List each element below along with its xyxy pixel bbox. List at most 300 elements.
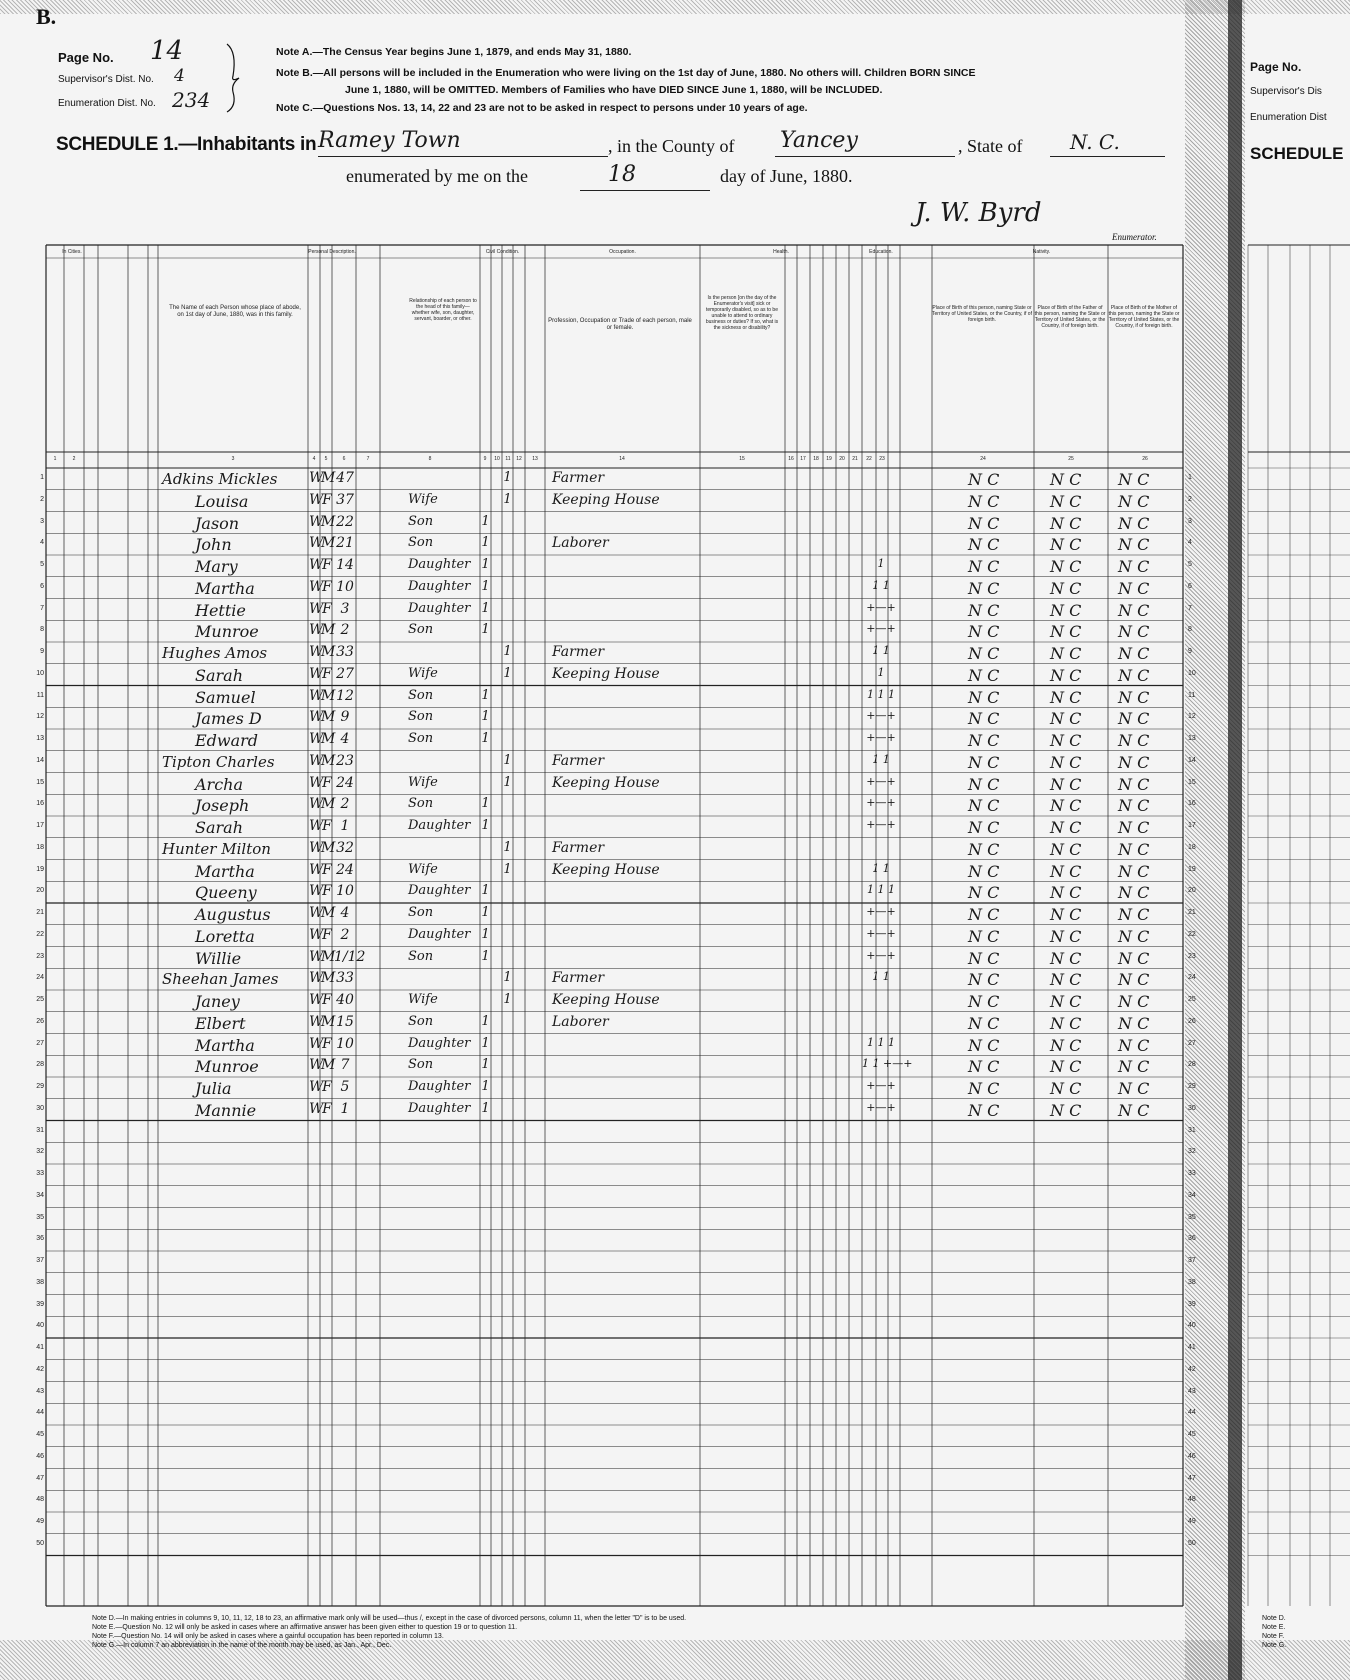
color-cell: W <box>309 818 324 834</box>
age-cell: 4 <box>340 731 350 747</box>
person-name: John <box>195 535 232 555</box>
person-name: Sarah <box>195 665 243 685</box>
birthplace-mother: N C <box>1118 1079 1150 1098</box>
line-number: 14 <box>36 756 44 764</box>
age-cell: 4 <box>340 905 350 921</box>
age-cell: 2 <box>340 796 350 813</box>
line-number: 7 <box>40 604 44 612</box>
column-number: 10 <box>494 456 500 462</box>
age-cell: 21 <box>336 535 354 552</box>
sex-cell: F <box>322 1079 332 1095</box>
color-cell: W <box>309 992 324 1008</box>
line-number: 18 <box>36 843 44 851</box>
birthplace-father: N C <box>1050 665 1082 685</box>
column-number: 3 <box>231 456 235 462</box>
line-number-right: 34 <box>1188 1191 1196 1199</box>
birthplace-person: N C <box>968 731 1000 750</box>
line-number: 24 <box>36 974 44 982</box>
color-cell: W <box>309 470 324 486</box>
line-number: 25 <box>36 996 44 1003</box>
note-c: Note C.—Questions Nos. 13, 14, 22 and 23 are not to be asked in respect to persons under 10 years of age. <box>276 102 808 114</box>
age-cell: 5 <box>340 1079 350 1095</box>
birthplace-person: N C <box>968 578 1000 598</box>
married-cell: 1 <box>503 839 512 855</box>
column-number: 4 <box>312 456 316 462</box>
line-number: 23 <box>36 952 44 960</box>
color-cell: W <box>309 926 324 943</box>
column-number: 2 <box>72 456 76 462</box>
county-value: Yancey <box>780 128 858 153</box>
color-cell: W <box>309 578 324 595</box>
education-cell: +—+ <box>866 600 896 614</box>
single-cell: 1 <box>481 926 490 942</box>
birthplace-person: N C <box>968 818 1000 837</box>
birthplace-father: N C <box>1050 491 1082 511</box>
birthplace-mother: N C <box>1118 861 1150 881</box>
line-number: 39 <box>36 1300 44 1308</box>
right-footer-notes <box>1262 1614 1286 1650</box>
relationship-cell: Daughter <box>408 883 471 899</box>
note-e: Note E.—Question No. 12 will only be asked in cases where an affirmative answer has been given either to question 19 or to question 11. <box>92 1624 518 1631</box>
sex-cell: M <box>321 687 336 704</box>
person-name: Elbert <box>195 1013 246 1033</box>
sex-cell: M <box>321 470 336 486</box>
birthplace-father: N C <box>1050 1035 1082 1055</box>
birthplace-person: N C <box>968 687 1000 707</box>
color-cell: W <box>309 622 324 639</box>
person-name: Loretta <box>195 926 255 946</box>
line-number-right: 27 <box>1188 1039 1196 1047</box>
line-number-right: 4 <box>1188 539 1192 547</box>
line-number: 17 <box>36 822 44 829</box>
birthplace-father: N C <box>1050 818 1082 837</box>
occupation-cell: Farmer <box>552 470 605 486</box>
color-cell: W <box>309 557 324 573</box>
line-number: 20 <box>36 887 44 895</box>
line-number: 8 <box>40 626 44 634</box>
married-cell: 1 <box>503 470 512 485</box>
note-b: Note B.—All persons will be included in the Enumeration who were living on the 1st day of June, 1880. No others will. Children BORN SINCE <box>276 67 976 79</box>
person-name: Tipton Charles <box>162 752 275 771</box>
birthplace-person: N C <box>968 644 1000 663</box>
line-number-right: 37 <box>1188 1257 1196 1264</box>
line-number: 26 <box>36 1017 44 1025</box>
line-number-right: 11 <box>1188 691 1196 699</box>
line-number-right: 48 <box>1188 1496 1196 1504</box>
relationship-cell: Daughter <box>408 557 471 572</box>
right-schedule-label: SCHEDULE <box>1250 144 1344 163</box>
education-cell: +—+ <box>866 774 896 788</box>
column-number: 11 <box>505 456 511 462</box>
line-number-right: 5 <box>1188 561 1192 568</box>
page-no-value: 14 <box>150 36 184 66</box>
age-cell: 24 <box>336 774 354 791</box>
birthplace-person: N C <box>968 665 1000 685</box>
age-cell: 10 <box>336 578 354 595</box>
education-cell: 1 <box>877 665 885 679</box>
color-cell: W <box>309 491 324 508</box>
line-number: 27 <box>36 1039 44 1047</box>
line-number-right: 46 <box>1188 1452 1196 1460</box>
age-cell: 23 <box>336 752 354 769</box>
birthplace-mother: N C <box>1118 1035 1150 1055</box>
line-number: 5 <box>40 561 44 568</box>
birthplace-mother: N C <box>1118 839 1150 859</box>
color-cell: W <box>309 752 324 769</box>
birthplace-father: N C <box>1050 687 1082 707</box>
line-number-right: 8 <box>1188 626 1192 634</box>
header-health: Is the person [on the day of the Enumerator's visit] sick or temporarily disabled, so as to be unable to attend to ordinary business or duties? If so, what is the sickness or disability? <box>705 295 779 331</box>
single-cell: 1 <box>481 948 490 964</box>
sex-cell: M <box>321 905 336 921</box>
line-number: 10 <box>36 669 44 677</box>
right-enumeration-label: Enumeration Dist <box>1250 112 1327 123</box>
supervisor-label: Supervisor's Dist. No. <box>58 74 154 85</box>
enumerator-signature: J. W. Byrd <box>915 198 1042 228</box>
birthplace-person: N C <box>968 992 1000 1011</box>
enumerator-label: Enumerator. <box>1112 232 1157 242</box>
right-page-no-label: Page No. <box>1250 60 1302 74</box>
line-number-right: 44 <box>1188 1409 1196 1417</box>
color-cell: W <box>309 861 324 878</box>
sex-cell: F <box>322 600 332 617</box>
birthplace-father: N C <box>1050 905 1082 924</box>
birthplace-father: N C <box>1050 1013 1082 1033</box>
person-name: Martha <box>195 1035 255 1055</box>
column-number: 17 <box>800 456 806 462</box>
education-cell: +—+ <box>866 818 896 831</box>
column-number: 12 <box>516 456 522 462</box>
line-number-right: 24 <box>1188 974 1196 982</box>
birthplace-father: N C <box>1050 1057 1082 1077</box>
column-number: 25 <box>1068 456 1074 462</box>
birthplace-mother: N C <box>1118 535 1150 555</box>
birthplace-mother: N C <box>1118 926 1150 946</box>
education-cell: 1 1 1 <box>867 1035 895 1049</box>
state-label: , State of <box>958 136 1023 156</box>
birthplace-father: N C <box>1050 731 1082 750</box>
person-name: Louisa <box>195 491 249 511</box>
color-cell: W <box>309 883 324 900</box>
age-cell: 7 <box>340 1057 350 1074</box>
line-number-right: 12 <box>1188 713 1196 721</box>
header-birth-father: Place of Birth of the Father of this person, naming the State or Territory of United States, or the Country, if of foreign birth. <box>1034 305 1106 329</box>
sex-cell: M <box>321 644 336 660</box>
column-number: 8 <box>428 456 432 462</box>
line-number-right: 26 <box>1188 1017 1196 1025</box>
column-number: 20 <box>839 456 845 462</box>
birthplace-person: N C <box>968 535 1000 555</box>
sex-cell: F <box>322 992 332 1008</box>
relationship-cell: Son <box>408 709 434 725</box>
column-group-occupation: Occupation. <box>609 249 636 255</box>
birthplace-father: N C <box>1050 578 1082 598</box>
birthplace-mother: N C <box>1118 1013 1150 1033</box>
education-cell: 1 1 <box>872 970 890 984</box>
right-note-g: Note G. <box>1262 1642 1287 1649</box>
note-a: Note A.—The Census Year begins June 1, 1879, and ends May 31, 1880. <box>276 46 632 58</box>
married-cell: 1 <box>503 774 512 790</box>
birthplace-father: N C <box>1050 948 1082 968</box>
column-group-in-cities: In Cities. <box>62 249 82 255</box>
color-cell: W <box>309 970 324 987</box>
line-number: 48 <box>36 1496 44 1504</box>
color-cell: W <box>309 731 324 747</box>
column-number: 16 <box>788 456 794 462</box>
enumerated-label: enumerated by me on the <box>346 166 528 186</box>
color-cell: W <box>309 687 324 704</box>
birthplace-father: N C <box>1050 839 1082 859</box>
sex-cell: M <box>321 1013 336 1030</box>
single-cell: 1 <box>481 622 490 638</box>
sex-cell: M <box>321 731 336 747</box>
education-cell: 1 1 +—+ <box>862 1057 913 1071</box>
sex-cell: M <box>321 535 336 552</box>
married-cell: 1 <box>503 992 512 1007</box>
birthplace-mother: N C <box>1118 622 1150 642</box>
married-cell: 1 <box>503 491 512 507</box>
line-number-right: 50 <box>1188 1539 1196 1547</box>
column-number: 22 <box>866 456 872 462</box>
birthplace-mother: N C <box>1118 665 1150 685</box>
relationship-cell: Son <box>408 796 434 812</box>
age-cell: 47 <box>336 470 354 486</box>
age-cell: 22 <box>336 513 354 530</box>
right-supervisor-label: Supervisor's Dis <box>1250 86 1322 97</box>
birthplace-person: N C <box>968 926 1000 946</box>
line-number-right: 28 <box>1188 1061 1196 1069</box>
person-name: Munroe <box>195 622 259 642</box>
birthplace-person: N C <box>968 774 1000 794</box>
line-number-right: 40 <box>1188 1322 1196 1330</box>
single-cell: 1 <box>481 578 490 594</box>
line-number-right: 18 <box>1188 843 1196 851</box>
birthplace-person: N C <box>968 970 1000 990</box>
relationship-cell: Daughter <box>408 578 471 594</box>
married-cell: 1 <box>503 970 512 986</box>
birthplace-father: N C <box>1050 926 1082 946</box>
married-cell: 1 <box>503 861 512 877</box>
color-cell: W <box>309 948 324 965</box>
birthplace-mother: N C <box>1118 644 1150 663</box>
line-number: 45 <box>36 1431 44 1438</box>
person-name: Hunter Milton <box>162 839 271 858</box>
education-cell: +—+ <box>866 731 896 744</box>
line-number: 11 <box>36 691 44 699</box>
birthplace-father: N C <box>1050 1079 1082 1098</box>
color-cell: W <box>309 644 324 660</box>
education-cell: 1 1 <box>872 861 890 875</box>
age-cell: 40 <box>336 992 354 1008</box>
color-cell: W <box>309 905 324 921</box>
sex-cell: F <box>322 861 332 878</box>
birthplace-mother: N C <box>1118 818 1150 837</box>
relationship-cell: Son <box>408 535 434 551</box>
line-number: 41 <box>36 1344 44 1351</box>
age-cell: 14 <box>336 557 354 573</box>
person-name: Archa <box>195 774 244 794</box>
column-number: 9 <box>483 456 487 462</box>
line-number: 30 <box>36 1104 44 1112</box>
form-letter: B. <box>36 4 57 29</box>
age-cell: 27 <box>336 665 354 682</box>
relationship-cell: Daughter <box>408 926 471 942</box>
single-cell: 1 <box>481 1035 490 1051</box>
right-note-d: Note D. <box>1262 1615 1286 1622</box>
relationship-cell: Wife <box>408 774 438 790</box>
education-cell: 1 1 <box>872 644 890 657</box>
age-cell: 33 <box>336 970 354 987</box>
right-note-e: Note E. <box>1262 1624 1286 1631</box>
line-number: 43 <box>36 1387 44 1395</box>
sex-cell: F <box>322 665 332 682</box>
birthplace-person: N C <box>968 796 1000 816</box>
header-name: The Name of each Person whose place of abode, on 1st day of June, 1880, was in this family. <box>169 305 301 319</box>
education-cell: 1 1 1 <box>867 883 895 897</box>
birthplace-person: N C <box>968 1057 1000 1077</box>
color-cell: W <box>309 774 324 791</box>
column-number: 7 <box>366 456 370 462</box>
schedule-label: SCHEDULE 1.—Inhabitants in <box>56 134 317 155</box>
day-label: day of June, 1880. <box>720 166 853 186</box>
birthplace-person: N C <box>968 839 1000 859</box>
birthplace-person: N C <box>968 600 1000 620</box>
age-cell: 1 <box>340 1100 350 1117</box>
line-number-right: 49 <box>1188 1518 1196 1525</box>
education-cell: +—+ <box>866 905 896 918</box>
single-cell: 1 <box>481 731 490 746</box>
person-name: Hettie <box>195 600 246 620</box>
column-group-health: Health. <box>773 249 789 255</box>
sex-cell: F <box>322 557 332 573</box>
age-cell: 3 <box>340 600 350 617</box>
person-name: Augustus <box>195 905 271 924</box>
line-number-right: 22 <box>1188 930 1196 938</box>
education-cell: +—+ <box>866 948 896 962</box>
note-g: Note G.—In column 7 an abbreviation in the name of the month may be used, as Jan., Apr., Dec. <box>92 1642 392 1649</box>
sex-cell: F <box>322 926 332 943</box>
relationship-cell: Daughter <box>408 818 471 833</box>
single-cell: 1 <box>481 905 490 920</box>
color-cell: W <box>309 535 324 552</box>
birthplace-person: N C <box>968 1035 1000 1055</box>
relationship-cell: Son <box>408 905 434 920</box>
line-number: 9 <box>40 648 44 655</box>
header-occupation: Profession, Occupation or Trade of each person, male or female. <box>548 318 692 332</box>
single-cell: 1 <box>481 1013 490 1029</box>
education-cell: +—+ <box>866 926 896 940</box>
age-cell: 1/12 <box>334 948 366 965</box>
line-number-right: 10 <box>1188 669 1196 677</box>
column-number: 23 <box>879 456 885 462</box>
occupation-cell: Keeping House <box>552 774 660 791</box>
line-number-right: 36 <box>1188 1235 1196 1243</box>
birthplace-father: N C <box>1050 752 1082 772</box>
birthplace-father: N C <box>1050 861 1082 881</box>
birthplace-father: N C <box>1050 622 1082 642</box>
birthplace-mother: N C <box>1118 600 1150 620</box>
relationship-cell: Wife <box>408 665 438 681</box>
line-number: 35 <box>36 1213 44 1221</box>
birthplace-mother: N C <box>1118 731 1150 750</box>
line-number-right: 32 <box>1188 1148 1196 1156</box>
person-name: James D <box>195 709 262 729</box>
relationship-cell: Son <box>408 731 434 746</box>
line-number: 47 <box>36 1474 44 1482</box>
column-number: 21 <box>852 456 858 462</box>
column-number: 14 <box>619 456 625 462</box>
relationship-cell: Son <box>408 513 434 529</box>
single-cell: 1 <box>481 513 490 529</box>
birthplace-person: N C <box>968 557 1000 576</box>
occupation-cell: Farmer <box>552 839 605 856</box>
line-number-right: 14 <box>1188 756 1196 764</box>
birthplace-mother: N C <box>1118 1057 1150 1077</box>
line-number-right: 21 <box>1188 909 1196 916</box>
note-d: Note D.—In making entries in columns 9, 10, 11, 12, 18 to 23, an affirmative mark only will be used—thus /, except in the case of divorced persons, column 11, when the letter "D" is to be used. <box>92 1615 687 1622</box>
column-number: 24 <box>980 456 986 462</box>
person-name: Martha <box>195 861 255 881</box>
birthplace-mother: N C <box>1118 1100 1150 1120</box>
birthplace-mother: N C <box>1118 513 1150 533</box>
single-cell: 1 <box>481 1079 490 1094</box>
person-name: Sheehan James <box>162 970 279 989</box>
education-cell: +—+ <box>866 796 896 810</box>
line-number-right: 6 <box>1188 582 1192 590</box>
occupation-cell: Farmer <box>552 644 605 660</box>
sex-cell: M <box>321 970 336 987</box>
birthplace-person: N C <box>968 491 1000 511</box>
birthplace-mother: N C <box>1118 687 1150 707</box>
column-number: 26 <box>1142 456 1148 462</box>
sex-cell: F <box>322 818 332 834</box>
occupation-cell: Keeping House <box>552 861 660 878</box>
birthplace-mother: N C <box>1118 796 1150 816</box>
line-number: 22 <box>36 930 44 938</box>
person-name: Edward <box>195 731 259 750</box>
age-cell: 1 <box>340 818 350 834</box>
line-number-right: 38 <box>1188 1278 1196 1286</box>
age-cell: 2 <box>340 926 350 943</box>
enumeration-label: Enumeration Dist. No. <box>58 98 156 109</box>
line-number: 37 <box>36 1257 44 1264</box>
day-value: 18 <box>608 162 636 187</box>
birthplace-mother: N C <box>1118 752 1150 772</box>
single-cell: 1 <box>481 709 490 725</box>
column-number: 6 <box>342 456 346 462</box>
line-number-right: 39 <box>1188 1300 1196 1308</box>
color-cell: W <box>309 513 324 530</box>
relationship-cell: Son <box>408 1057 434 1073</box>
line-number: 31 <box>36 1126 44 1134</box>
birthplace-father: N C <box>1050 774 1082 794</box>
birthplace-person: N C <box>968 752 1000 772</box>
occupation-cell: Keeping House <box>552 665 660 682</box>
birthplace-person: N C <box>968 948 1000 968</box>
line-number-right: 9 <box>1188 648 1192 655</box>
relationship-cell: Son <box>408 1013 434 1029</box>
state-value: N. C. <box>1070 130 1120 154</box>
single-cell: 1 <box>481 1057 490 1073</box>
supervisor-value: 4 <box>174 66 185 86</box>
education-cell: 1 1 <box>872 752 890 766</box>
town-value: Ramey Town <box>318 128 461 153</box>
line-number: 42 <box>36 1365 44 1373</box>
line-number: 38 <box>36 1278 44 1286</box>
line-number: 49 <box>36 1518 44 1525</box>
person-name: Julia <box>195 1079 232 1098</box>
line-number: 12 <box>36 713 44 721</box>
